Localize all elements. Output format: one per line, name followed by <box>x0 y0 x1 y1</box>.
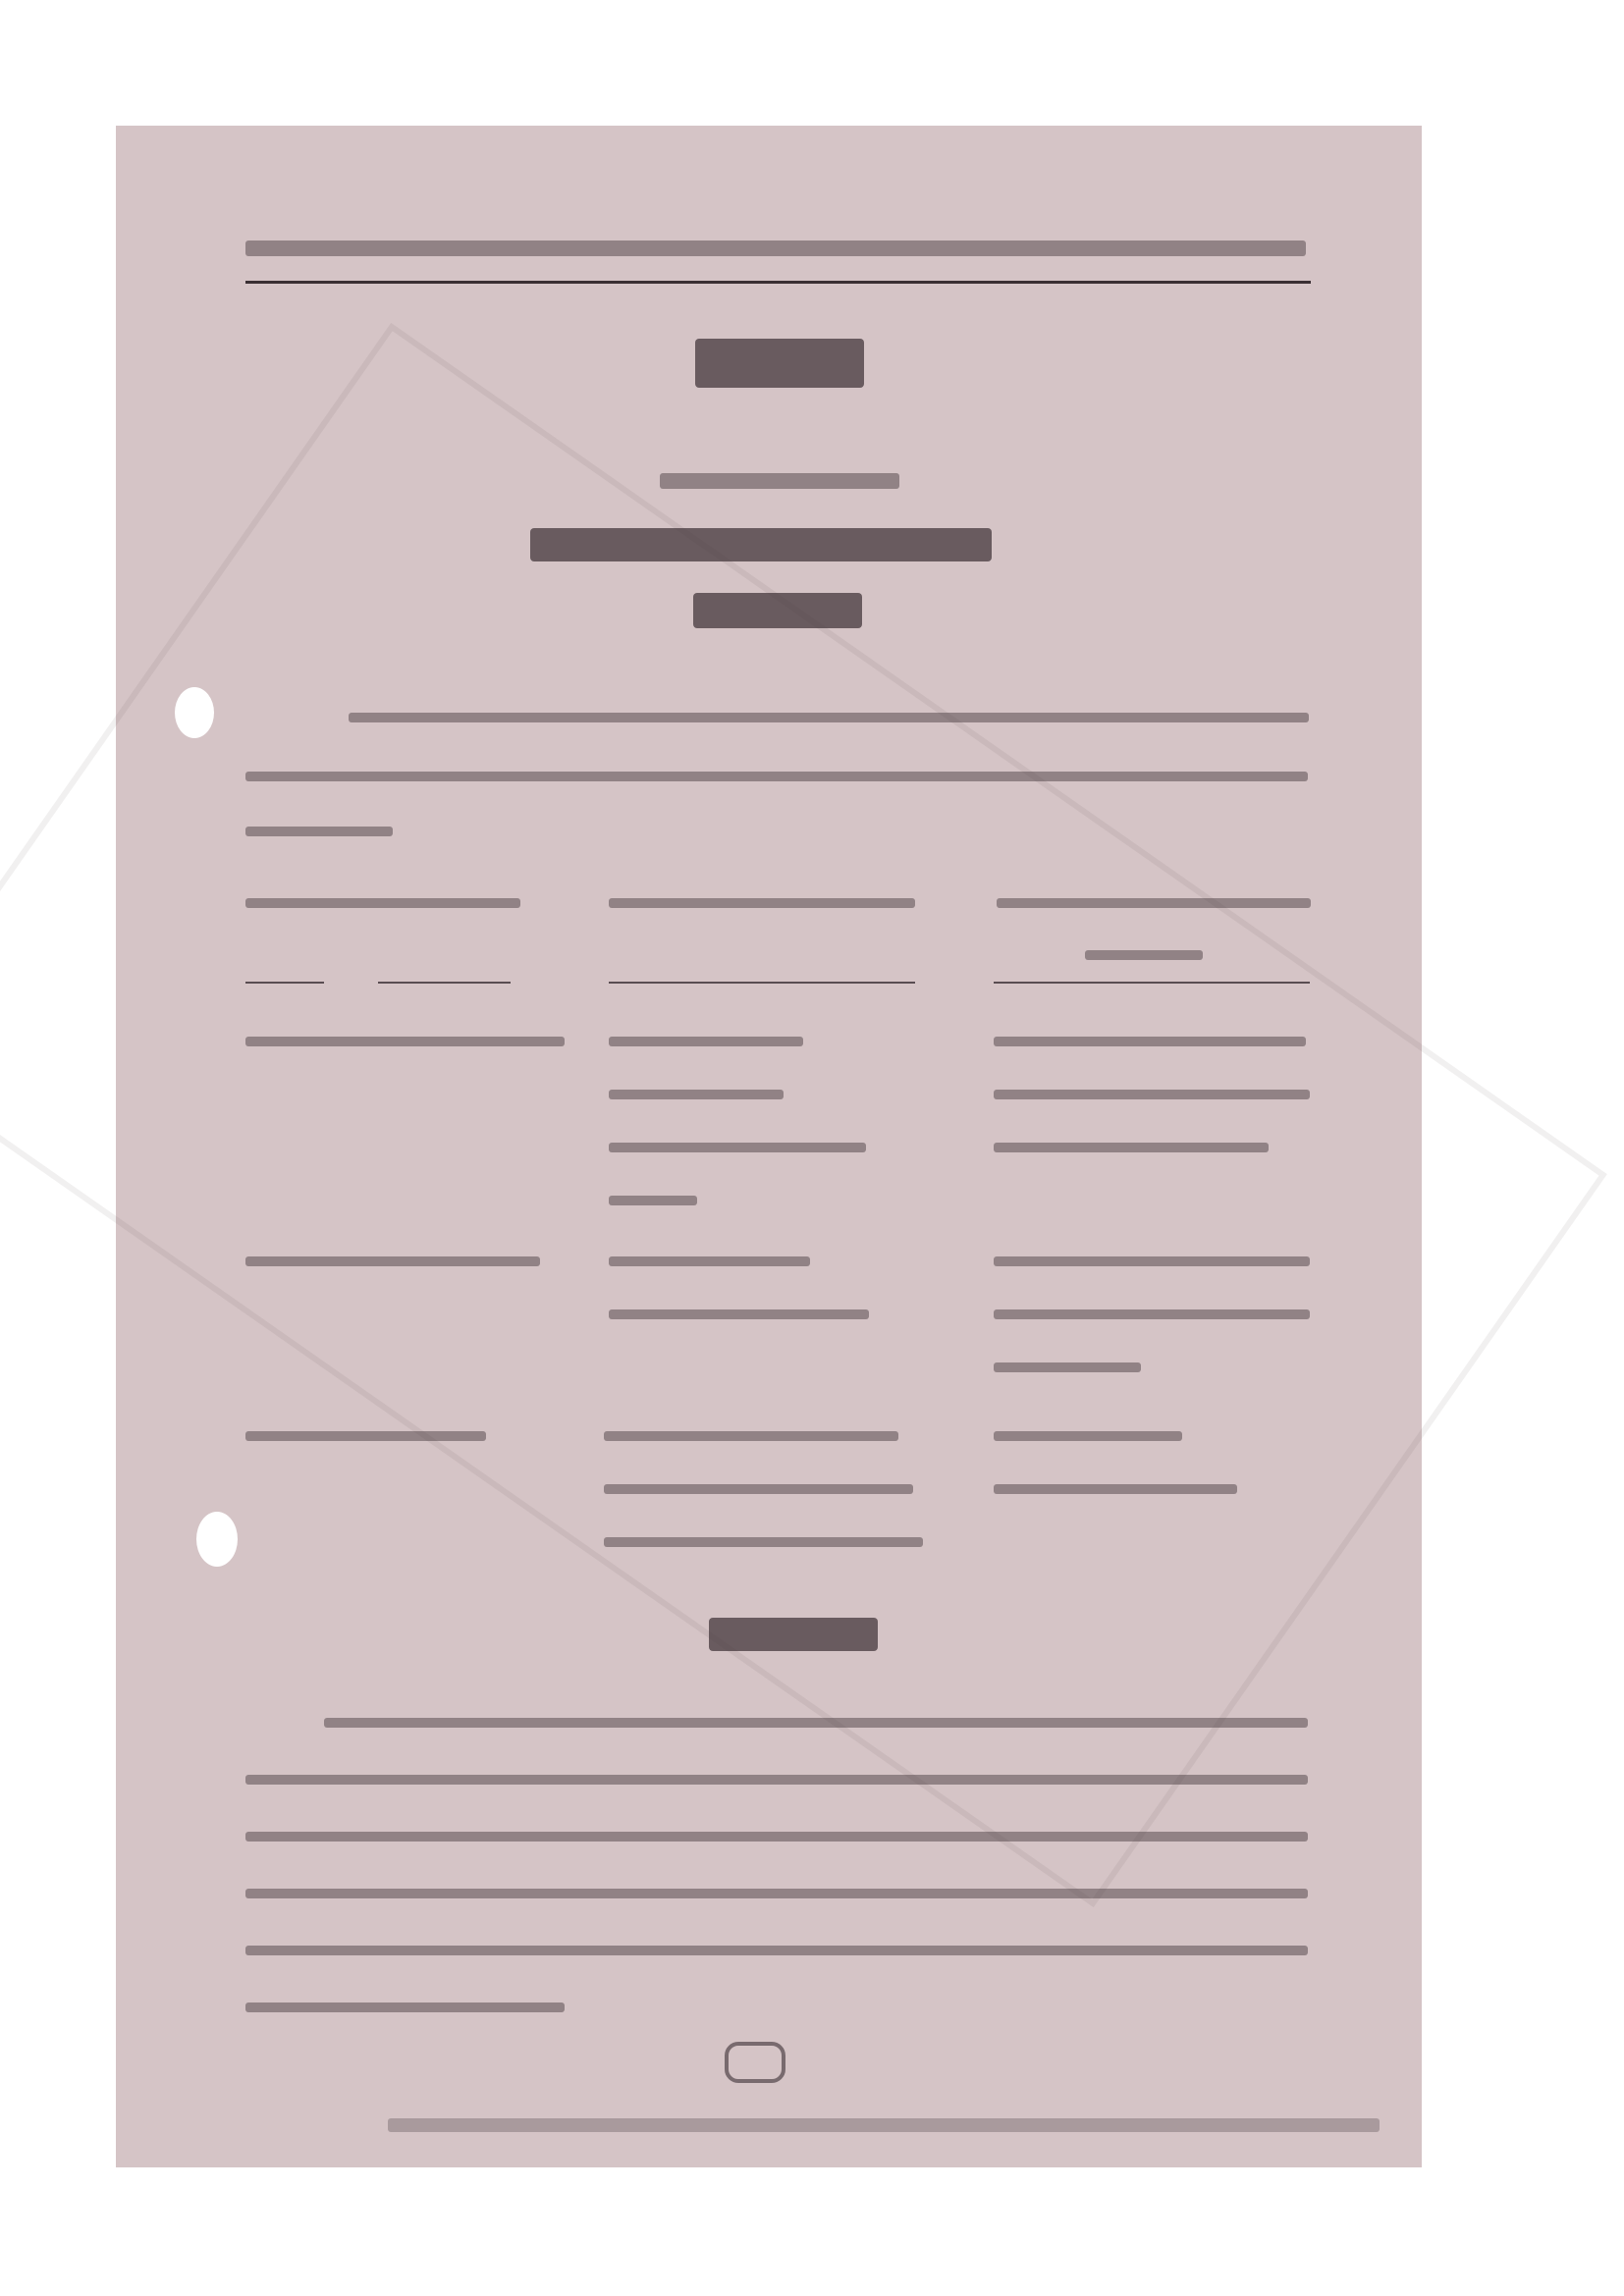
authenticity-note <box>388 2118 1380 2132</box>
notice-2-line <box>245 2002 565 2012</box>
part-title <box>695 339 864 388</box>
header-rule <box>245 281 1311 284</box>
notice-2-line <box>245 1946 1308 1955</box>
notice-2-line <box>245 1832 1308 1842</box>
header-text <box>245 240 1306 256</box>
page-number <box>725 2042 785 2083</box>
punch-hole <box>196 1512 238 1567</box>
notice-2-line <box>245 1889 1308 1898</box>
authority-line <box>660 473 899 489</box>
